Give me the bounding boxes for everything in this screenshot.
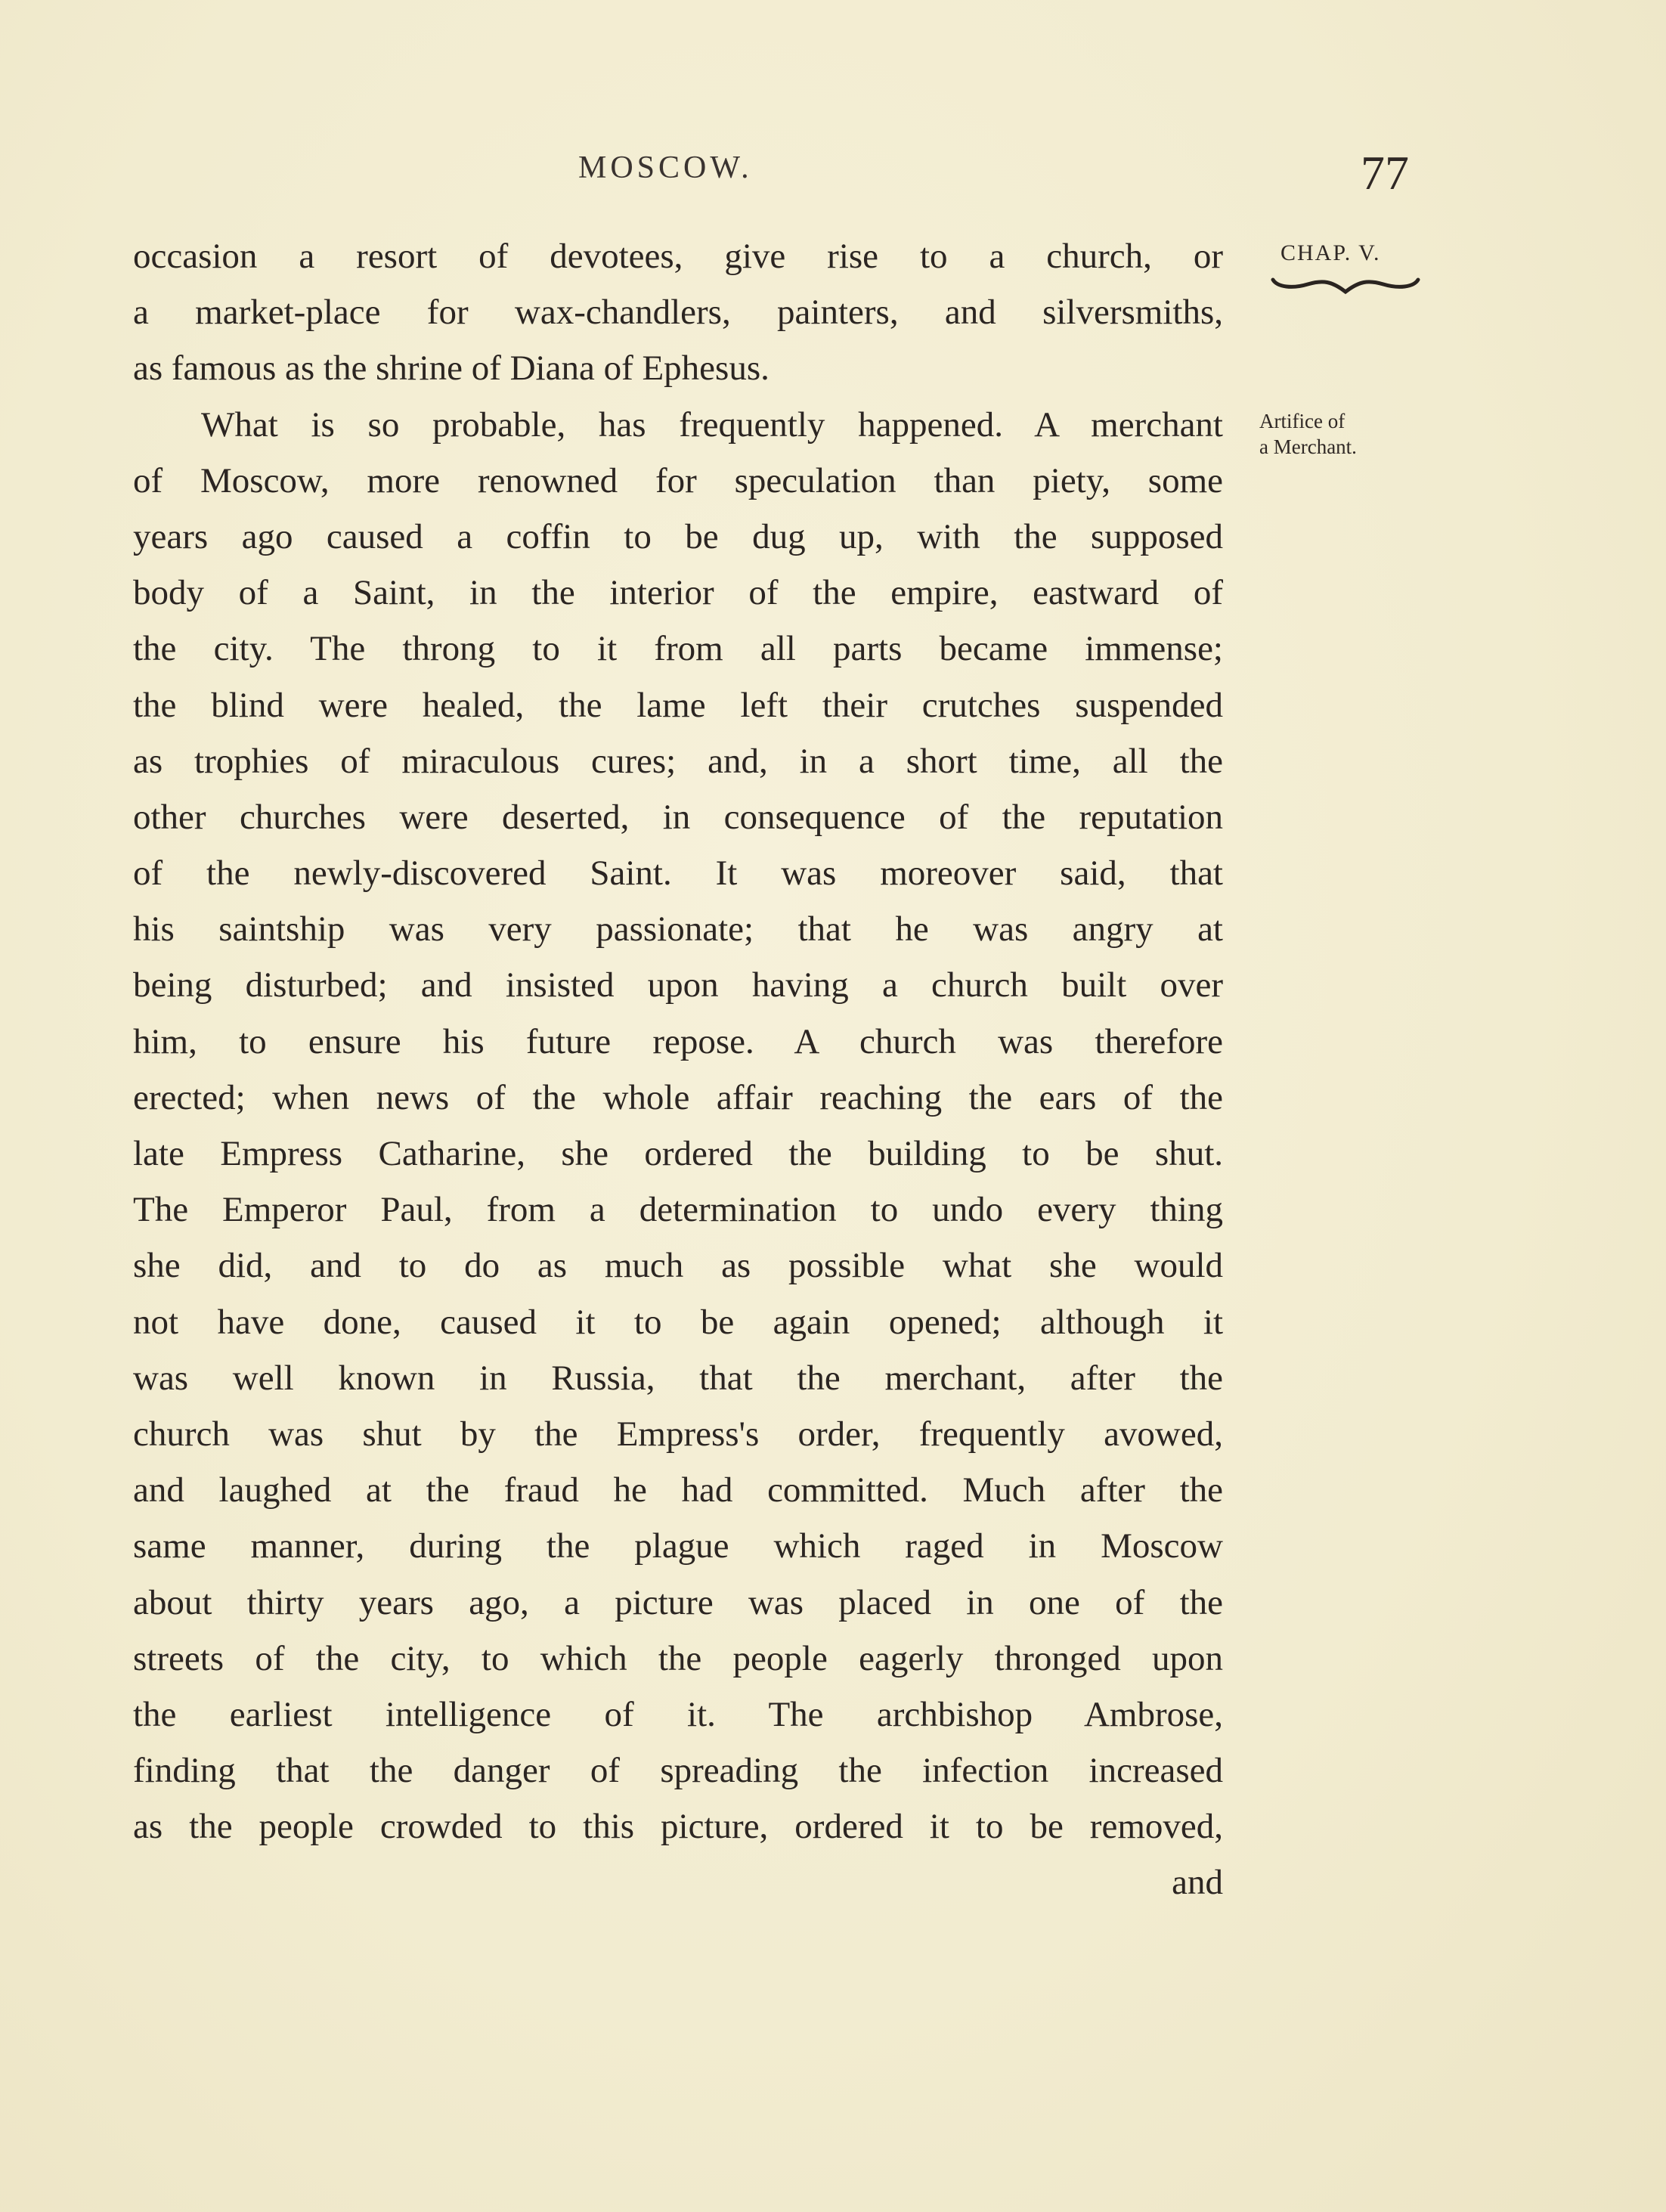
text-line: body of a Saint, in the interior of the empire, eastward of	[133, 573, 1223, 613]
text-line: erected; when news of the whole affair reaching the ears of the	[133, 1077, 1223, 1117]
running-title: MOSCOW.	[578, 150, 753, 185]
text-line: streets of the city, to which the people eagerly thronged upon	[133, 1638, 1223, 1678]
text-line: being disturbed; and insisted upon having a church built over	[133, 965, 1223, 1005]
catchword: and	[1172, 1863, 1223, 1903]
marginal-note-line: Artifice of	[1259, 410, 1345, 432]
text-line: occasion a resort of devotees, give rise to a church, or	[133, 237, 1223, 276]
text-line: late Empress Catharine, she ordered the building to be shut.	[133, 1134, 1223, 1173]
text-line: same manner, during the plague which raged in Moscow	[133, 1526, 1223, 1566]
text-line: his saintship was very passionate; that he was angry at	[133, 909, 1223, 950]
text-line: and laughed at the fraud he had committed. Much after the	[133, 1470, 1223, 1510]
text-line: of Moscow, more renowned for speculation than piety, some	[133, 460, 1223, 500]
text-line: the earliest intelligence of it. The archbishop Ambrose,	[133, 1694, 1223, 1734]
text-line: about thirty years ago, a picture was placed in one of the	[133, 1582, 1223, 1622]
text-line: him, to ensure his future repose. A church was therefore	[133, 1021, 1223, 1061]
body-text	[133, 228, 1223, 1911]
text-line: was well known in Russia, that the merchant, after the	[133, 1358, 1223, 1398]
text-line: the city. The throng to it from all parts became immense;	[133, 629, 1223, 669]
text-line: The Emperor Paul, from a determination to undo every thing	[133, 1190, 1223, 1230]
text-line: of the newly-discovered Saint. It was moreover said, that	[133, 854, 1223, 894]
text-line: church was shut by the Empress's order, frequently avowed,	[133, 1414, 1223, 1454]
page-number: 77	[1361, 146, 1409, 200]
text-line: not have done, caused it to be again opened; although it	[133, 1302, 1223, 1342]
text-line: a market-place for wax-chandlers, painters, and silversmiths,	[133, 293, 1223, 333]
text-line: as the people crowded to this picture, ordered it to be removed,	[133, 1807, 1223, 1847]
text-line: as famous as the shrine of Diana of Ephesus.	[133, 349, 770, 389]
chapter-label: CHAP. V.	[1280, 240, 1381, 265]
marginal-note-line: a Merchant.	[1259, 435, 1357, 458]
text-line: finding that the danger of spreading the infection increased	[133, 1751, 1223, 1791]
text-line: she did, and to do as much as possible what she would	[133, 1246, 1223, 1286]
text-line: the blind were healed, the lame left their crutches suspended	[133, 685, 1223, 725]
text-line: years ago caused a coffin to be dug up, with the supposed	[133, 516, 1223, 556]
text-line: as trophies of miraculous cures; and, in a short time, all the	[133, 741, 1223, 781]
text-line: other churches were deserted, in consequence of the reputation	[133, 797, 1223, 837]
text-line: What is so probable, has frequently happened. A merchant	[201, 404, 1223, 445]
marginal-note	[1259, 408, 1357, 460]
brace-ornament-icon	[1270, 274, 1421, 301]
